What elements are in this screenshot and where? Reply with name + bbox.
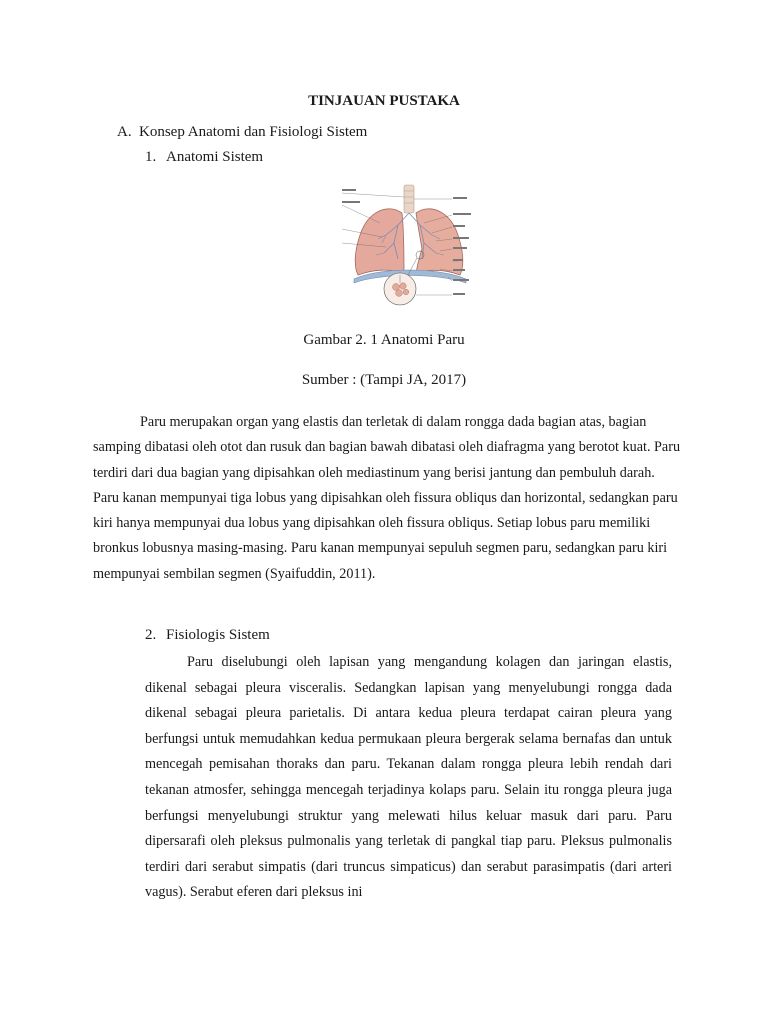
section-1-marker: 1. (145, 149, 157, 165)
section-a-marker: A. (117, 124, 132, 140)
figure-source: Sumber : (Tampi JA, 2017) (301, 372, 467, 388)
section-2-text: Fisiologis Sistem (166, 627, 270, 643)
lung-anatomy-figure (340, 183, 480, 306)
section-1-text: Anatomi Sistem (166, 149, 264, 165)
paragraph-anatomy: Paru merupakan organ yang elastis dan terletak di dalam rongga dada bagian atas, bagian samping dibatasi oleh otot dan rusuk dan bagian bawah dibatasi oleh diafragma yang berotot kuat. Paru terdiri dari dua bagian yang dipisahkan oleh mediastinum yang berisi jantung dan pembuluh darah. Paru kanan mempunyai tiga lobus yang dipisahkan oleh fissura obliqus dan horizontal, sedangkan paru kiri hanya mempunyai dua lobus yang dipisahkan oleh fissura obliqus. Setiap lobus paru memiliki bronkus lobusnya masing-masing. Paru kanan mempunyai sepuluh segmen paru, sedangkan paru kiri mempunyai sembilan segmen (Syaifuddin, 2011). (93, 414, 681, 582)
section-2-heading (145, 627, 270, 644)
section-1-heading (145, 149, 263, 166)
paragraph-physiology: Paru diselubungi oleh lapisan yang mengandung kolagen dan jaringan elastis, dikenal sebagai pleura visceralis. Sedangkan lapisan yang menyelubungi rongga dada dikenal sebagai pleura parietalis. Di antara kedua pleura terdapat cairan pleura yang berfungsi untuk memudahkan kedua permukaan pleura bergerak selama bernafas dan untuk mencegah pemisahan thoraks dan paru. Tekanan dalam rongga pleura lebih rendah dari tekanan atmosfer, sehingga mencegah terjadinya kolaps paru. Selain itu rongga pleura juga berfungsi menyelubungi struktur yang melewati hilus keluar masuk dari paru. Paru dipersarafi oleh pleksus pulmonalis yang terletak di pangkal tiap paru. Pleksus pulmonalis terdiri dari serabut simpatis (dari truncus simpaticus) dan serabut parasimpatis (dari arteri vagus). Serabut eferen dari pleksus ini (145, 654, 672, 901)
section-a-text: Konsep Anatomi dan Fisiologi Sistem (139, 124, 368, 140)
section-a-heading (117, 124, 367, 141)
section-2-marker: 2. (145, 627, 157, 643)
document-title: TINJAUAN PUSTAKA (308, 93, 460, 109)
figure-caption: Gambar 2. 1 Anatomi Paru (303, 332, 465, 348)
